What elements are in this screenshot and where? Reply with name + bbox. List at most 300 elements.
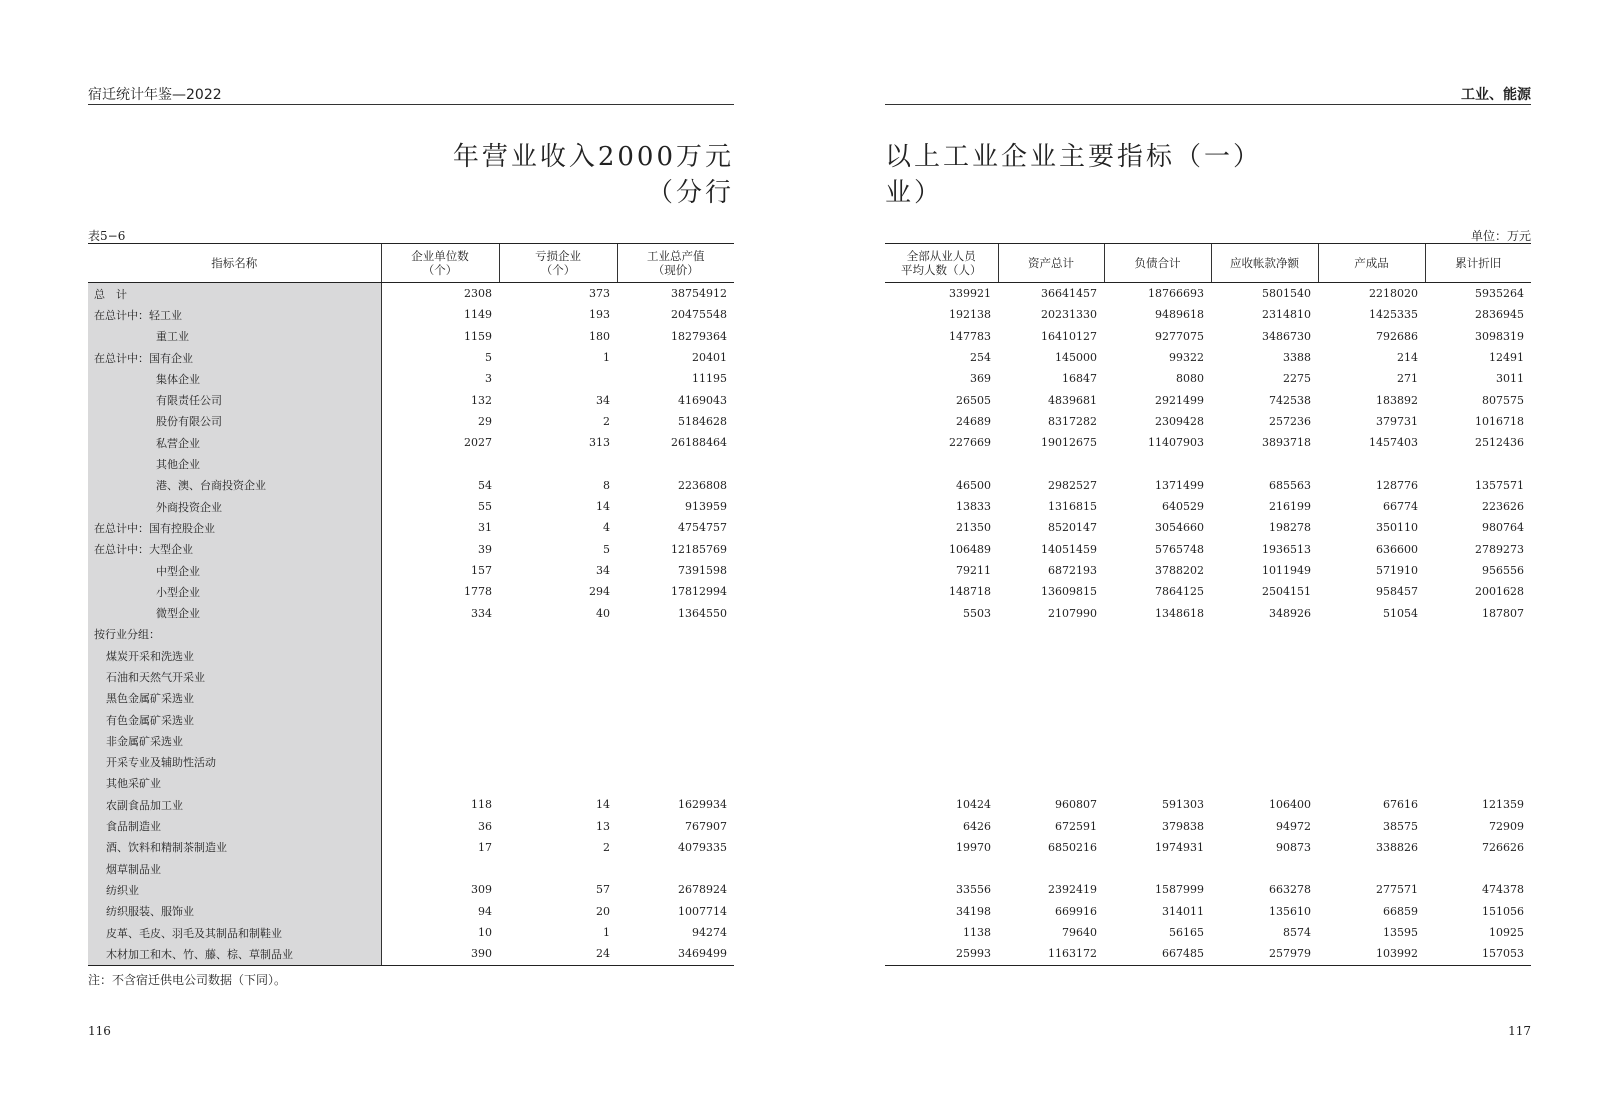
cell: [1211, 858, 1318, 879]
cell: [998, 730, 1104, 751]
cell: 2836945: [1475, 308, 1524, 322]
cell: 57: [596, 883, 610, 897]
cell: 121359: [1482, 798, 1524, 812]
cell: 8574: [1283, 926, 1311, 940]
table-row: [885, 347, 1531, 368]
row-name: 农副食品加工业: [88, 794, 381, 815]
cell: 21350: [956, 521, 991, 535]
table-row: [885, 326, 1531, 347]
cell: 216199: [1269, 500, 1311, 514]
chapter-title: 工业、能源: [1461, 87, 1531, 103]
cell: 2: [603, 414, 610, 428]
table-row: [88, 453, 734, 474]
cell: 5: [485, 351, 492, 365]
cell: 214: [1397, 351, 1418, 365]
cell: 79211: [956, 564, 991, 577]
table-row: [88, 922, 734, 943]
cell: 16410127: [1041, 329, 1097, 343]
cell: [1425, 730, 1531, 751]
cell: [1211, 453, 1318, 474]
cell: 350110: [1376, 521, 1418, 535]
cell: [1425, 624, 1531, 645]
cell: [617, 709, 734, 730]
cell: 106400: [1269, 798, 1311, 812]
cell: 2275: [1283, 372, 1311, 386]
cell: [1318, 688, 1425, 709]
row-name: 小型企业: [88, 581, 381, 602]
cell: 1: [603, 351, 610, 365]
table-row: [88, 773, 734, 794]
row-name: 食品制造业: [88, 815, 381, 836]
cell: 913959: [685, 500, 727, 514]
table-row: [88, 752, 734, 773]
cell: 3054660: [1155, 521, 1204, 535]
row-name: 其他采矿业: [88, 773, 381, 794]
cell: [885, 453, 998, 474]
cell: [1211, 645, 1318, 666]
table-row: [88, 432, 734, 453]
cell: [499, 453, 617, 474]
cell: 14051459: [1041, 542, 1097, 556]
cell: [885, 624, 998, 645]
row-name: 纺织业: [88, 879, 381, 900]
cell: [1318, 773, 1425, 794]
cell: 19970: [956, 840, 991, 854]
cell: [381, 752, 499, 773]
footnote: 注：不含宿迁供电公司数据（下同）。: [88, 973, 287, 987]
cell: 1778: [464, 585, 492, 599]
cell: 5: [603, 542, 610, 556]
cell: 807575: [1482, 393, 1524, 407]
cell: 193: [589, 308, 610, 322]
left-page: [88, 0, 734, 1099]
cell: [499, 858, 617, 879]
cell: 2512436: [1475, 436, 1524, 450]
cell: 685563: [1269, 478, 1311, 492]
table-row: [885, 304, 1531, 325]
table-row: [88, 794, 734, 815]
cell: 257979: [1211, 943, 1318, 965]
table-row: [88, 602, 734, 623]
cell: [998, 773, 1104, 794]
cell: 742538: [1269, 393, 1311, 407]
right-col-header-0: 全部从业人员 平均人数（人）: [885, 244, 998, 283]
table-row: [885, 517, 1531, 538]
cell: 7864125: [1155, 585, 1204, 599]
cell: 13833: [956, 500, 991, 514]
cell: 1371499: [1155, 478, 1204, 492]
cell: 103992: [1318, 943, 1425, 965]
cell: 66774: [1383, 500, 1418, 514]
cell: [381, 858, 499, 879]
table-row: [885, 858, 1531, 879]
cell: [1104, 624, 1211, 645]
cell: 334: [471, 606, 492, 620]
row-name: 酒、饮料和精制茶制造业: [88, 837, 381, 858]
cell: 51054: [1383, 606, 1418, 620]
cell: [1318, 453, 1425, 474]
cell: 20401: [692, 351, 727, 365]
cell: 17: [478, 840, 492, 854]
row-name: 港、澳、台商投资企业: [88, 475, 381, 496]
cell: 667485: [1104, 943, 1211, 965]
cell: 66859: [1383, 904, 1418, 918]
cell: 94274: [692, 926, 727, 940]
unit-label: 单位：万元: [1470, 229, 1531, 243]
cell: 338826: [1376, 840, 1418, 854]
table-row: [88, 326, 734, 347]
cell: 1364550: [678, 606, 727, 620]
cell: 55: [478, 500, 492, 514]
cell: 1011949: [1262, 564, 1311, 577]
table-row: [88, 304, 734, 325]
cell: 11195: [692, 372, 727, 386]
cell: 726626: [1482, 840, 1524, 854]
cell: 16847: [1062, 372, 1097, 386]
cell: 25993: [885, 943, 998, 965]
row-name: 开采专业及辅助性活动: [88, 752, 381, 773]
cell: 390: [381, 943, 499, 965]
cell: 1457403: [1369, 436, 1418, 450]
cell: 31: [478, 521, 492, 535]
cell: 128776: [1376, 478, 1418, 492]
cell: 980764: [1482, 521, 1524, 535]
cell: 38754912: [671, 287, 727, 301]
table-row: [885, 283, 1531, 305]
table-row: [885, 432, 1531, 453]
cell: [1104, 752, 1211, 773]
cell: 12491: [1489, 351, 1524, 365]
cell: 147783: [949, 329, 991, 343]
cell: 4169043: [678, 393, 727, 407]
table-row: [885, 815, 1531, 836]
cell: 2001628: [1475, 585, 1524, 599]
cell: 254: [970, 351, 991, 365]
left-col-header-3: 工业总产值 （现价）: [617, 244, 734, 283]
cell: 1159: [464, 329, 492, 343]
table-row: [885, 496, 1531, 517]
cell: [499, 688, 617, 709]
table-row: [88, 347, 734, 368]
table-row: [885, 389, 1531, 410]
cell: [998, 858, 1104, 879]
row-name: 其他企业: [88, 453, 381, 474]
cell: [1211, 709, 1318, 730]
cell: 636600: [1376, 542, 1418, 556]
cell: 960807: [1055, 798, 1097, 812]
cell: [1425, 666, 1531, 687]
cell: 1316815: [1048, 500, 1097, 514]
row-name: 微型企业: [88, 602, 381, 623]
cell: 132: [471, 393, 492, 407]
cell: 39: [478, 542, 492, 556]
row-name: 非金属矿采选业: [88, 730, 381, 751]
cell: 34: [596, 393, 610, 407]
table-row: [885, 581, 1531, 602]
cell: 1357571: [1475, 478, 1524, 492]
cell: [885, 752, 998, 773]
cell: [381, 688, 499, 709]
cell: 2308: [464, 287, 492, 301]
cell: [1425, 688, 1531, 709]
row-name: 纺织服装、服饰业: [88, 901, 381, 922]
row-name: 有限责任公司: [88, 389, 381, 410]
row-name: 在总计中：国有控股企业: [88, 517, 381, 538]
cell: [1318, 645, 1425, 666]
table-row: [88, 368, 734, 389]
table-row: [88, 624, 734, 645]
cell: 79640: [1062, 926, 1097, 940]
cell: 20231330: [1041, 308, 1097, 322]
cell: [499, 368, 617, 389]
cell: 1974931: [1155, 840, 1204, 854]
table-number: 表5−6: [88, 229, 126, 243]
table-title-right-line1: 以上工业企业主要指标（一）: [885, 142, 1263, 172]
cell: 956556: [1482, 564, 1524, 577]
cell: 24689: [956, 414, 991, 428]
cell: 277571: [1376, 883, 1418, 897]
cell: [885, 709, 998, 730]
cell: [998, 453, 1104, 474]
cell: 2236808: [678, 478, 727, 492]
table-row: [885, 624, 1531, 645]
table-row: [885, 837, 1531, 858]
row-name: 黑色金属矿采选业: [88, 688, 381, 709]
table-row: [885, 666, 1531, 687]
cell: 3486730: [1262, 329, 1311, 343]
cell: [381, 773, 499, 794]
data-table-right: [885, 243, 1531, 966]
cell: 13595: [1383, 926, 1418, 940]
cell: 94972: [1276, 819, 1311, 833]
cell: 38575: [1383, 819, 1418, 833]
cell: 148718: [949, 585, 991, 599]
table-row: [885, 730, 1531, 751]
cell: [381, 645, 499, 666]
cell: [617, 730, 734, 751]
cell: 192138: [949, 308, 991, 322]
cell: 474378: [1482, 883, 1524, 897]
cell: 4: [603, 521, 610, 535]
cell: 591303: [1162, 798, 1204, 812]
cell: [617, 645, 734, 666]
cell: [998, 666, 1104, 687]
yearbook-title: 宿迁统计年鉴—2022: [88, 87, 222, 103]
cell: 5935264: [1475, 287, 1524, 301]
cell: 54: [478, 478, 492, 492]
cell: 1016718: [1475, 414, 1524, 428]
cell: 72909: [1489, 819, 1524, 833]
cell: 4079335: [678, 840, 727, 854]
cell: [499, 645, 617, 666]
cell: 8080: [1176, 372, 1204, 386]
cell: 135610: [1269, 904, 1311, 918]
row-name: 在总计中：大型企业: [88, 539, 381, 560]
cell: 379731: [1376, 414, 1418, 428]
left-col-header-1: 企业单位数 （个）: [381, 244, 499, 283]
table-row: [88, 581, 734, 602]
cell: 10925: [1489, 926, 1524, 940]
cell: 227669: [949, 436, 991, 450]
left-col-header-2: 亏损企业 （个）: [499, 244, 617, 283]
cell: 56165: [1169, 926, 1204, 940]
cell: [381, 624, 499, 645]
cell: 2027: [464, 436, 492, 450]
cell: 2921499: [1155, 393, 1204, 407]
cell: 14: [596, 500, 610, 514]
cell: 1007714: [678, 904, 727, 918]
cell: 9277075: [1155, 329, 1204, 343]
table-row: [88, 539, 734, 560]
cell: 106489: [949, 542, 991, 556]
cell: 373: [589, 287, 610, 301]
table-row: [88, 837, 734, 858]
cell: 36: [478, 819, 492, 833]
cell: 1936513: [1262, 542, 1311, 556]
cell: 8317282: [1048, 414, 1097, 428]
cell: [998, 645, 1104, 666]
cell: 309: [471, 883, 492, 897]
cell: 2982527: [1048, 478, 1097, 492]
cell: [885, 666, 998, 687]
cell: 2309428: [1155, 414, 1204, 428]
running-header-left: [88, 84, 734, 105]
cell: 1: [603, 926, 610, 940]
cell: 33556: [956, 883, 991, 897]
cell: 314011: [1162, 904, 1204, 918]
cell: 13: [596, 819, 610, 833]
cell: [1211, 624, 1318, 645]
cell: 3011: [1496, 372, 1524, 386]
right-col-header-1: 资产总计: [998, 244, 1104, 283]
cell: 5503: [963, 606, 991, 620]
cell: 3098319: [1475, 329, 1524, 343]
running-header-right: [885, 84, 1531, 105]
cell: 2: [603, 840, 610, 854]
cell: 958457: [1376, 585, 1418, 599]
cell: [998, 624, 1104, 645]
table-row: [885, 901, 1531, 922]
cell: 46500: [956, 478, 991, 492]
cell: 1138: [963, 926, 991, 940]
table-row: [88, 645, 734, 666]
cell: [617, 453, 734, 474]
cell: 640529: [1162, 500, 1204, 514]
cell: [499, 666, 617, 687]
cell: 4839681: [1048, 393, 1097, 407]
row-name: 在总计中：轻工业: [88, 304, 381, 325]
row-name: 煤炭开采和洗选业: [88, 645, 381, 666]
cell: 8520147: [1048, 521, 1097, 535]
cell: 8: [603, 478, 610, 492]
cell: [381, 730, 499, 751]
row-name: 私营企业: [88, 432, 381, 453]
cell: 1587999: [1155, 883, 1204, 897]
cell: 13609815: [1041, 585, 1097, 599]
cell: 669916: [1055, 904, 1097, 918]
table-row: [885, 943, 1531, 965]
cell: 672591: [1055, 819, 1097, 833]
cell: 257236: [1269, 414, 1311, 428]
cell: 12185769: [671, 542, 727, 556]
row-name: 重工业: [88, 326, 381, 347]
row-name: 皮革、毛皮、羽毛及其制品和制鞋业: [88, 922, 381, 943]
cell: [1318, 624, 1425, 645]
cell: 271: [1397, 372, 1418, 386]
data-table-left: [88, 243, 734, 966]
cell: [1425, 453, 1531, 474]
right-col-header-2: 负债合计: [1104, 244, 1211, 283]
table-row: [885, 645, 1531, 666]
row-name: 外商投资企业: [88, 496, 381, 517]
table-row: [88, 688, 734, 709]
cell: [1425, 858, 1531, 879]
cell: [1318, 709, 1425, 730]
cell: 40: [596, 606, 610, 620]
table-row: [885, 922, 1531, 943]
table-row: [885, 773, 1531, 794]
cell: 20475548: [671, 308, 727, 322]
cell: [499, 730, 617, 751]
cell: 5765748: [1155, 542, 1204, 556]
cell: [1104, 453, 1211, 474]
cell: [381, 666, 499, 687]
cell: 34: [596, 564, 610, 577]
table-row: [88, 943, 734, 965]
cell: [885, 773, 998, 794]
cell: [1104, 666, 1211, 687]
row-name: 股份有限公司: [88, 411, 381, 432]
right-col-header-3: 应收帐款净额: [1211, 244, 1318, 283]
cell: 10424: [956, 798, 991, 812]
page-number-right: 117: [1508, 1024, 1531, 1038]
cell: [1318, 730, 1425, 751]
row-name: 烟草制品业: [88, 858, 381, 879]
cell: 18766693: [1148, 287, 1204, 301]
cell: [998, 709, 1104, 730]
cell: 118: [471, 798, 492, 812]
cell: [499, 752, 617, 773]
cell: [1211, 773, 1318, 794]
table-row: [885, 709, 1531, 730]
cell: [499, 709, 617, 730]
cell: 183892: [1376, 393, 1418, 407]
cell: 3388: [1283, 351, 1311, 365]
cell: 145000: [1055, 351, 1097, 365]
cell: [617, 666, 734, 687]
right-page: [885, 0, 1531, 1099]
row-name: 木材加工和木、竹、藤、棕、草制品业: [88, 943, 381, 965]
table-row: [88, 730, 734, 751]
cell: [617, 752, 734, 773]
cell: [617, 688, 734, 709]
table-row: [88, 496, 734, 517]
cell: 26505: [956, 393, 991, 407]
table-row: [885, 539, 1531, 560]
cell: [1318, 752, 1425, 773]
table-row: [88, 411, 734, 432]
cell: [1211, 730, 1318, 751]
cell: 369: [970, 372, 991, 386]
cell: 157: [471, 564, 492, 577]
row-name: 在总计中：国有企业: [88, 347, 381, 368]
table-row: [88, 709, 734, 730]
cell: 6426: [963, 819, 991, 833]
cell: 29: [478, 414, 492, 428]
cell: [499, 624, 617, 645]
cell: 294: [589, 585, 610, 599]
cell: [1104, 645, 1211, 666]
